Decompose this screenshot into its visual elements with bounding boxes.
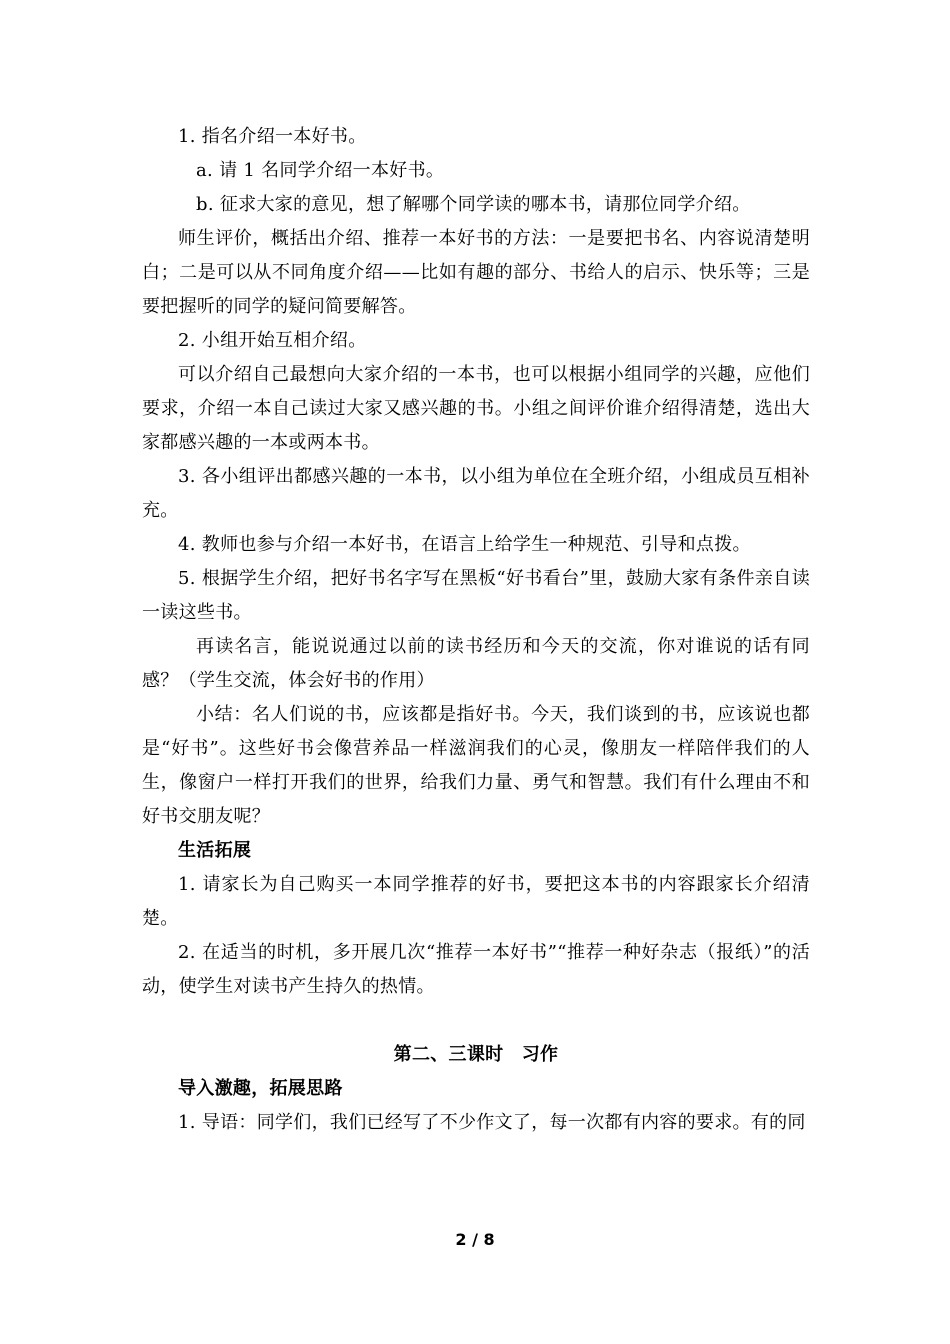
group-paragraph: 可以介绍自己最想向大家介绍的一本书，也可以根据小组同学的兴趣，应他们要求，介绍一本自己读过大家又感兴趣的书。小组之间评价谁介绍得清楚，选出大家都感兴趣的一本或两本书。 xyxy=(142,364,810,453)
step-5: 5. 根据学生介绍，把好书名字写在黑板“好书看台”里，鼓励大家有条件亲自读一读这些书。 xyxy=(142,568,810,623)
document-body xyxy=(142,120,810,1140)
step-4: 4. 教师也参与介绍一本好书，在语言上给学生一种规范、引导和点拨。 xyxy=(178,534,751,555)
step-1a: a. 请 1 名同学介绍一本好书。 xyxy=(196,160,445,181)
step-1b: b. 征求大家的意见，想了解哪个同学读的哪本书，请那位同学介绍。 xyxy=(196,194,751,215)
reread-paragraph: 再读名言，能说说通过以前的读书经历和今天的交流，你对谁说的话有同感？（学生交流，体会好书的作用） xyxy=(142,636,810,691)
step-3: 3. 各小组评出都感兴趣的一本书，以小组为单位在全班介绍，小组成员互相补充。 xyxy=(142,466,810,521)
step-2: 2. 小组开始互相介绍。 xyxy=(178,330,367,351)
page-number: 2 / 8 xyxy=(455,1230,495,1249)
section-heading-intro: 导入激趣，拓展思路 xyxy=(178,1078,343,1099)
step-1: 1. 指名介绍一本好书。 xyxy=(178,126,367,147)
summary-paragraph: 小结：名人们说的书，应该都是指好书。今天，我们谈到的书，应该说也都是“好书”。这些好书会像营养品一样滋润我们的心灵，像朋友一样陪伴我们的人生，像窗户一样打开我们的世界，给我们力量、勇气和智慧。我们有什么理由不和好书交朋友呢？ xyxy=(142,704,810,827)
section-heading-life-extension: 生活拓展 xyxy=(178,840,252,861)
evaluation-paragraph: 师生评价，概括出介绍、推荐一本好书的方法：一是要把书名、内容说清楚明白；二是可以从不同角度介绍——比如有趣的部分、书给人的启示、快乐等；三是要把握听的同学的疑问简要解答。 xyxy=(142,228,810,317)
lesson-heading: 第二、三课时 习作 xyxy=(393,1044,559,1065)
section-spacer xyxy=(142,1004,810,1018)
extension-step-1: 1. 请家长为自己购买一本同学推荐的好书，要把这本书的内容跟家长介绍清楚。 xyxy=(142,874,810,929)
extension-step-2: 2. 在适当的时机，多开展几次“推荐一本好书”“推荐一种好杂志（报纸）”的活动，使学生对读书产生持久的热情。 xyxy=(142,942,810,997)
intro-step-1: 1. 导语：同学们，我们已经写了不少作文了，每一次都有内容的要求。有的同 xyxy=(178,1112,806,1133)
